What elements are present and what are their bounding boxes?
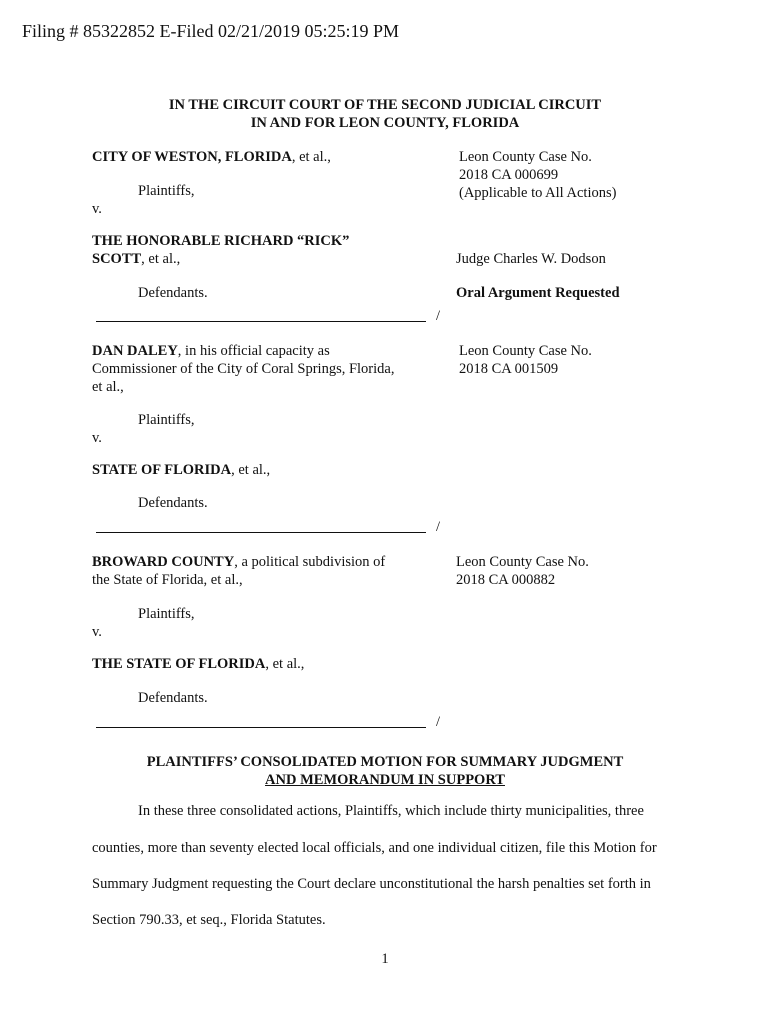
oral-argument-requested: Oral Argument Requested <box>456 285 620 301</box>
case2-slash: / <box>436 519 441 535</box>
case1-defendant-name: SCOTT <box>92 251 142 267</box>
case1-defendant-line2 <box>92 250 180 268</box>
case2-plaintiff-suffix: , in his official capacity as <box>177 343 330 359</box>
case3-plaintiff-line2: the State of Florida, et al., <box>92 572 243 588</box>
motion-title-line2 <box>0 771 770 789</box>
filing-header: Filing # 85322852 E-Filed 02/21/2019 05:25:19 PM <box>22 21 400 41</box>
case2-defendants-label: Defendants. <box>138 495 208 511</box>
case3-plaintiff-suffix: , a political subdivision of <box>234 554 386 570</box>
case3-defendants-label: Defendants. <box>138 690 208 706</box>
case2-plaintiff-line2: Commissioner of the City of Coral Springs, Florida, <box>92 361 395 377</box>
case2-defendant-suffix: , et al., <box>231 462 271 478</box>
case1-plaintiff-suffix: , et al., <box>291 149 331 165</box>
case1-versus: v. <box>92 201 102 217</box>
case1-plaintiffs-label: Plaintiffs, <box>138 183 195 199</box>
case2-case-no-label: Leon County Case No. <box>459 343 592 359</box>
case3-case-no-label: Leon County Case No. <box>456 554 589 570</box>
case1-plaintiff-name: CITY OF WESTON, FLORIDA <box>92 149 292 165</box>
case3-versus: v. <box>92 624 102 640</box>
case3-plaintiff-line1 <box>92 553 385 571</box>
judge-name: Judge Charles W. Dodson <box>456 251 606 267</box>
court-name-line1: IN THE CIRCUIT COURT OF THE SECOND JUDICIAL CIRCUIT <box>168 97 602 113</box>
case2-defendant-name: STATE OF FLORIDA <box>92 462 232 478</box>
case1-applicable: (Applicable to All Actions) <box>459 185 617 201</box>
case2-versus: v. <box>92 430 102 446</box>
case2-plaintiff-line3: et al., <box>92 379 124 395</box>
body-line-1: In these three consolidated actions, Plaintiffs, which include thirty municipalities, three <box>138 803 644 819</box>
motion-title-line1: PLAINTIFFS’ CONSOLIDATED MOTION FOR SUMMARY JUDGMENT <box>146 754 624 770</box>
body-line-4: Section 790.33, et seq., Florida Statutes. <box>92 912 326 928</box>
case3-defendant-name: THE STATE OF FLORIDA <box>92 656 266 672</box>
case3-slash: / <box>436 714 441 730</box>
case3-plaintiffs-label: Plaintiffs, <box>138 606 195 622</box>
case3-defendant <box>92 655 304 673</box>
case2-divider <box>96 532 426 533</box>
case1-divider <box>96 321 426 322</box>
case1-case-no-label: Leon County Case No. <box>459 149 592 165</box>
motion-title-line2-text: AND MEMORANDUM IN SUPPORT <box>265 772 505 788</box>
case3-plaintiff-name: BROWARD COUNTY <box>92 554 235 570</box>
case3-case-no: 2018 CA 000882 <box>456 572 556 588</box>
case1-plaintiff <box>92 148 331 166</box>
body-line-3: Summary Judgment requesting the Court declare unconstitutional the harsh penalties set forth in <box>92 876 651 892</box>
case1-defendants-label: Defendants. <box>138 285 208 301</box>
page-number: 1 <box>381 951 389 967</box>
case2-plaintiff-name: DAN DALEY <box>92 343 178 359</box>
case1-slash: / <box>436 308 441 324</box>
body-line-2: counties, more than seventy elected local officials, and one individual citizen, file this Motion for <box>92 840 657 856</box>
case2-case-no: 2018 CA 001509 <box>459 361 559 377</box>
case1-defendant-suffix: , et al., <box>141 251 181 267</box>
case2-plaintiffs-label: Plaintiffs, <box>138 412 195 428</box>
case3-defendant-suffix: , et al., <box>265 656 305 672</box>
court-name-line2: IN AND FOR LEON COUNTY, FLORIDA <box>250 115 520 131</box>
case2-plaintiff-line1 <box>92 342 330 360</box>
case1-case-no: 2018 CA 000699 <box>459 167 559 183</box>
case2-defendant <box>92 461 270 479</box>
case3-divider <box>96 727 426 728</box>
case1-defendant-line1: THE HONORABLE RICHARD “RICK” <box>92 233 350 249</box>
